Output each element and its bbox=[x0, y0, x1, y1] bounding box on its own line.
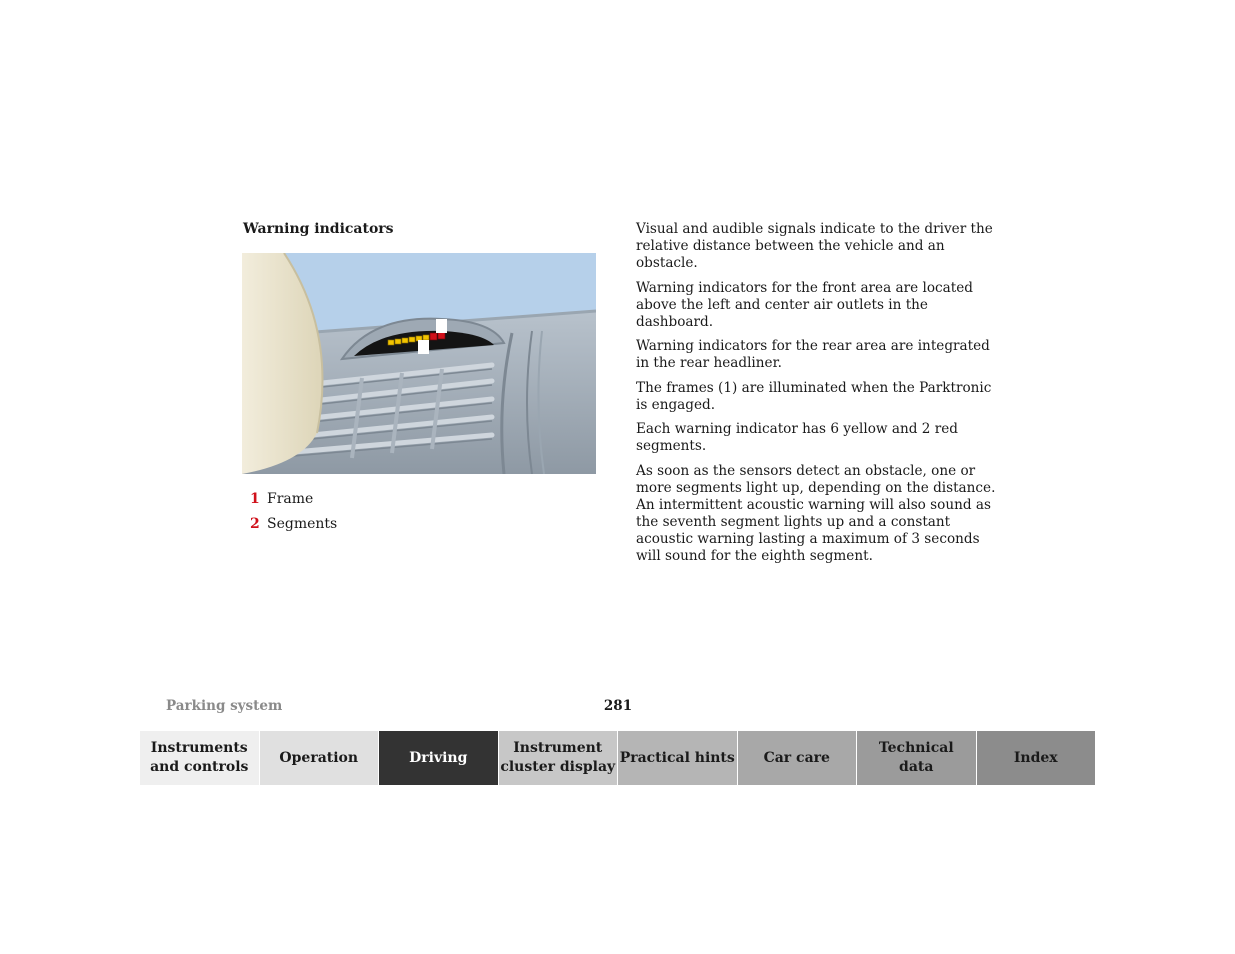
page-number: 281 bbox=[603, 698, 633, 714]
callout-number: 1 bbox=[250, 491, 260, 507]
tab-practical-hints[interactable]: Practical hints bbox=[618, 731, 738, 785]
tab-technical-data[interactable]: Technical data bbox=[857, 731, 977, 785]
tab-index[interactable]: Index bbox=[977, 731, 1096, 785]
paragraph: The frames (1) are illuminated when the Parktronic is engaged. bbox=[636, 379, 992, 413]
paragraph: As soon as the sensors detect an obstacle, one or more segments light up, depending on the distance. An intermittent acoustic warning will also sound as the seventh segment lights up and a constant acoustic warning lasting a maximum of 3 seconds will sound for the eighth segment. bbox=[636, 462, 996, 564]
paragraph: Warning indicators for the rear area are integrated in the rear headliner. bbox=[636, 338, 990, 371]
paragraph: Visual and audible signals indicate to the driver the relative distance between the vehicle and an obstacle. bbox=[636, 221, 993, 271]
footer-section-title: Parking system bbox=[166, 698, 283, 714]
tab-operation[interactable]: Operation bbox=[260, 731, 380, 785]
callout-item-segments bbox=[250, 515, 337, 540]
paragraph: Each warning indicator has 6 yellow and 2 red segments. bbox=[636, 421, 958, 454]
body-text bbox=[636, 221, 996, 572]
tab-car-care[interactable]: Car care bbox=[738, 731, 858, 785]
callout-legend bbox=[250, 490, 337, 540]
tab-instrument-cluster-display[interactable]: Instrument cluster display bbox=[499, 731, 619, 785]
tab-driving[interactable]: Driving bbox=[379, 731, 499, 785]
paragraph: Warning indicators for the front area are located above the left and center air outlets in the dashboard. bbox=[636, 279, 973, 330]
callout-item-frame bbox=[250, 490, 337, 515]
callout-label: Segments bbox=[267, 516, 338, 532]
chapter-tab-bar bbox=[140, 731, 1095, 785]
tab-instruments-and-controls[interactable]: Instruments and controls bbox=[140, 731, 260, 785]
section-heading: Warning indicators bbox=[243, 221, 394, 237]
callout-number: 2 bbox=[250, 516, 260, 532]
dashboard-illustration bbox=[242, 253, 596, 474]
callout-label: Frame bbox=[267, 491, 314, 507]
